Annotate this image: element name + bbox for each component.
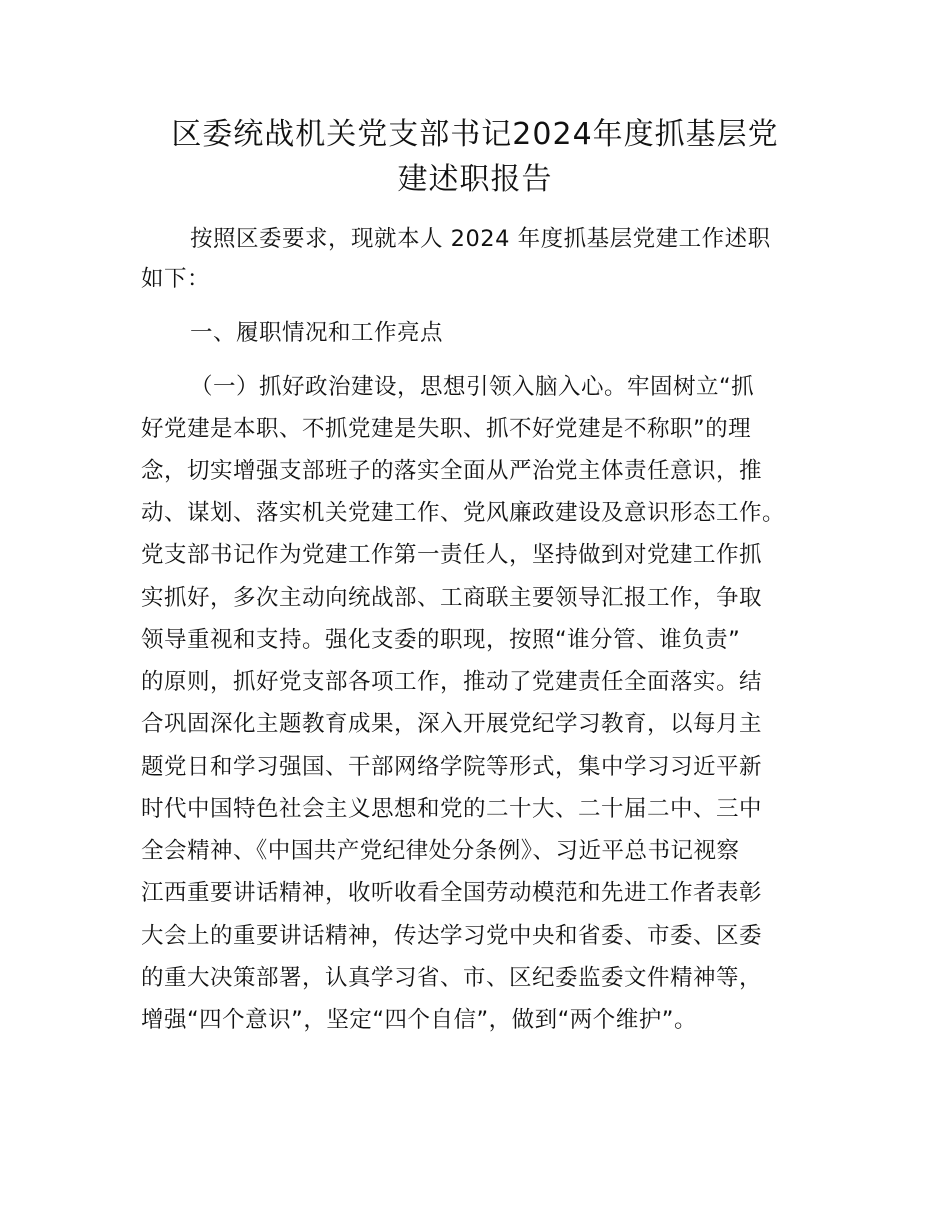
paragraph-body-line: 大会上的重要讲话精神，传达学习党中央和省委、市委、区委 [141,923,763,949]
paragraph-body-line: 好党建是本职、不抓党建是失职、抓不好党建是不称职”的理 [141,416,752,442]
document-title-line-2: 建述职报告 [397,162,553,197]
paragraph-body-line: 动、谋划、落实机关党建工作、党风廉政建设及意识形态工作。 [141,500,786,526]
paragraph-body-line: 全会精神、《中国共产党纪律处分条例》、习近平总书记视察 [141,838,740,864]
paragraph-body-line: 江西重要讲话精神，收听收看全国劳动模范和先进工作者表彰 [141,880,763,906]
paragraph-body-line: 的重大决策部署，认真学习省、市、区纪委监委文件精神等， [141,965,763,991]
paragraph-body-line: 时代中国特色社会主义思想和党的二十大、二十届二中、三中 [141,796,763,822]
paragraph-intro-line: 如下： [141,266,211,292]
paragraph-body-line: 题党日和学习强国、干部网络学院等形式，集中学习习近平新 [141,754,763,780]
paragraph-body-line: 实抓好，多次主动向统战部、工商联主要领导汇报工作，争取 [141,585,763,611]
paragraph-body-line: （一）抓好政治建设，思想引领入脑入心。牢固树立“抓 [190,374,755,400]
paragraph-body-line: 党支部书记作为党建工作第一责任人，坚持做到对党建工作抓 [141,542,763,568]
paragraph-body-line: 增强“四个意识”，坚定“四个自信”，做到“两个维护”。 [141,1007,697,1033]
paragraph-body-line: 合巩固深化主题教育成果，深入开展党纪学习教育，以每月主 [141,711,763,737]
paragraph-intro-line: 按照区委要求，现就本人 2024 年度抓基层党建工作述职 [190,226,771,252]
section-heading: 一、履职情况和工作亮点 [190,320,444,346]
paragraph-body-line: 领导重视和支持。强化支委的职现，按照“谁分管、谁负责” [141,627,741,653]
document-title-line-1: 区委统战机关党支部书记2024年度抓基层党 [171,117,779,152]
paragraph-body-line: 的原则，抓好党支部各项工作，推动了党建责任全面落实。结 [141,669,763,695]
paragraph-body-line: 念，切实增强支部班子的落实全面从严治党主体责任意识，推 [141,458,763,484]
